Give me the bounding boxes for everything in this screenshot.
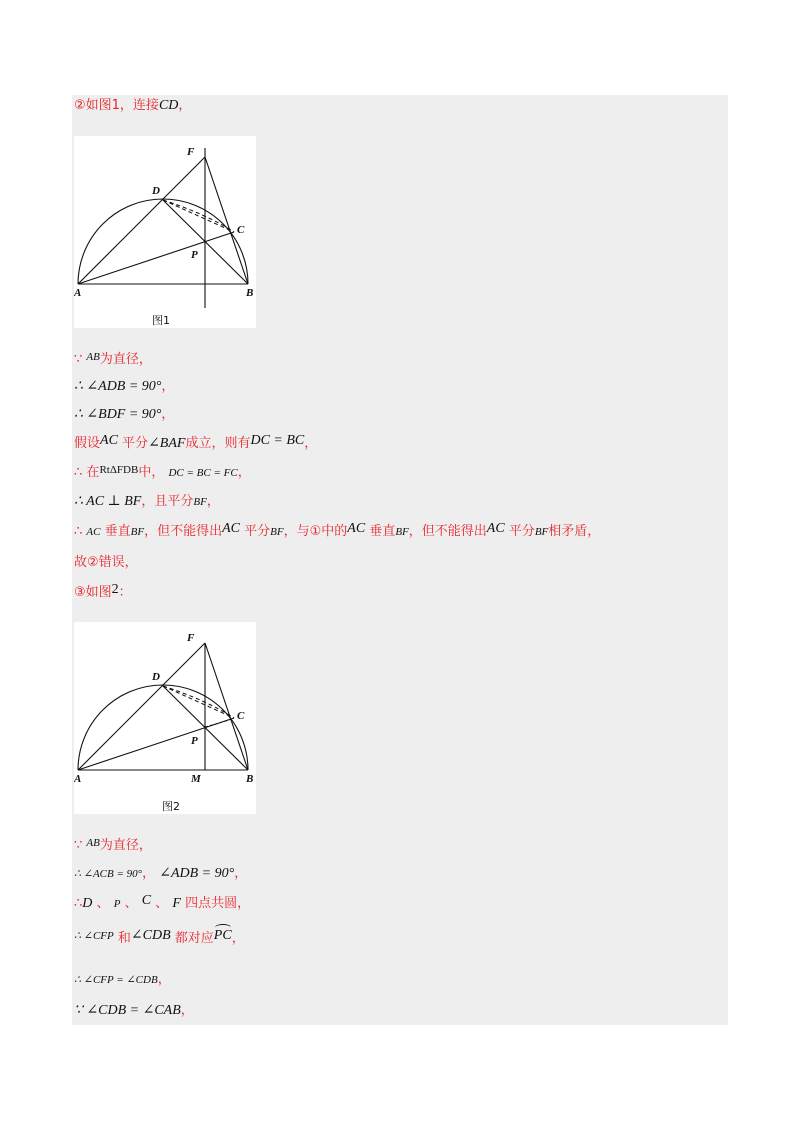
figure-1 — [74, 136, 256, 328]
arc-pc: PC — [214, 926, 232, 946]
label-f: F — [187, 632, 195, 644]
text-line-1: ②如图1，连接CD， — [74, 98, 192, 113]
arc-mark — [215, 924, 231, 931]
text-line-2: ∵ $^{AB}$为直径， — [74, 351, 152, 367]
label-d: D — [152, 185, 160, 197]
segment-fb — [205, 157, 248, 284]
label-b: B — [246, 773, 254, 785]
segment-dc-dashed — [163, 686, 234, 718]
label-a: A — [74, 287, 82, 299]
label-d: D — [152, 671, 160, 683]
figure-1-caption: 图1 — [152, 314, 170, 327]
segment-dc-dashed — [163, 200, 234, 232]
semicircle — [78, 685, 248, 770]
text-line-16: ∵ ∠CDB = ∠CAB， — [74, 1003, 194, 1018]
segment-fb — [205, 643, 248, 770]
label-c: C — [237, 710, 245, 722]
text-line-15: ∴ ∠CFP = ∠CDB， — [74, 972, 171, 987]
segment-ac — [78, 232, 234, 284]
label-m: M — [191, 773, 201, 785]
figure-2 — [74, 622, 256, 814]
text-line-14: $^{\therefore \angle CFP}$ 和∠CDB 都对应 PC， — [74, 929, 245, 949]
label-a: A — [74, 773, 82, 785]
text-line-11: ∵ $^{AB}$为直径， — [74, 837, 152, 853]
label-f: F — [187, 146, 195, 158]
text-line-8: ∴ AC 垂直BF，但不能得出AC 平分BF，与①中的AC 垂直BF，但不能得出AC 平分BF相矛盾， — [74, 521, 601, 539]
figure-2-diagram — [74, 622, 256, 814]
text-line-5: 假设AC 平分∠BAF成立，则有DC = BC， — [74, 433, 318, 451]
text-line-10: ③如图2： — [74, 582, 132, 600]
text-line-3: ∴ ∠ADB = 90°， — [74, 379, 175, 394]
text-line-9: 故②错误， — [74, 555, 138, 570]
label-b: B — [246, 287, 254, 299]
figure-1-diagram — [74, 136, 256, 328]
text-line-6: ∴ 在$^{Rt\Delta FDB}$中， DC = BC = FC， — [74, 464, 251, 480]
label-p: P — [191, 735, 198, 747]
text-line-7: ∴ AC ⊥ BF，且平分BF， — [74, 494, 220, 509]
label-p: P — [191, 249, 198, 261]
segment-af — [78, 157, 205, 284]
text-line-4: ∴ ∠BDF = 90°， — [74, 407, 175, 422]
figure-2-caption: 图2 — [162, 800, 180, 813]
label-c: C — [237, 224, 245, 236]
semicircle — [78, 199, 248, 284]
text-line-12: ∴ ∠ACB = 90°， ∠ADB = 90°， — [74, 866, 248, 881]
segment-af — [78, 643, 205, 770]
text-line-13: ∴D 、 P 、 C 、 F 四点共圆， — [74, 893, 251, 911]
